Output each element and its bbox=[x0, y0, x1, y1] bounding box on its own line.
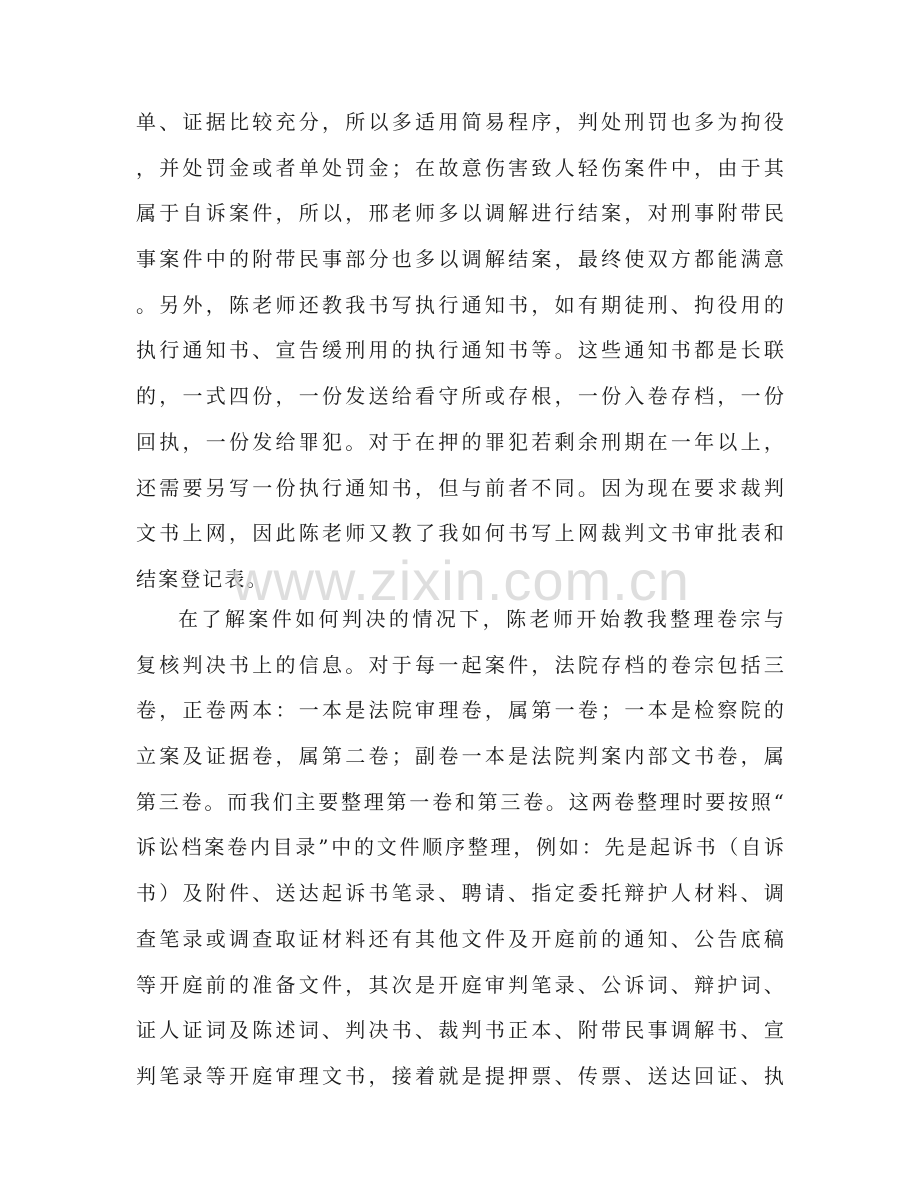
paragraph-2-line-5: 第三卷。而我们主要整理第一卷和第三卷。这两卷整理时要按照“ bbox=[136, 789, 786, 814]
paragraph-1-line-5: 。另外，陈老师还教我书写执行通知书，如有期徒刑、拘役用的 bbox=[136, 292, 786, 317]
paragraph-2-line-4: 立案及证据卷，属第二卷；副卷一本是法院判案内部文书卷，属 bbox=[136, 744, 786, 769]
paragraph-2 bbox=[136, 597, 786, 1100]
paragraph-1-line-10: 文书上网，因此陈老师又教了我如何书写上网裁判文书审批表和 bbox=[136, 521, 786, 546]
watermark: www.zixin.com.cn bbox=[232, 549, 690, 612]
paragraph-1-line-3: 属于自诉案件，所以，邢老师多以调解进行结案，对刑事附带民 bbox=[136, 201, 786, 226]
paragraph-2-line-6: 诉讼档案卷内目录”中的文件顺序整理，例如：先是起诉书（自诉 bbox=[136, 835, 786, 860]
paragraph-1-line-2: ，并处罚金或者单处罚金；在故意伤害致人轻伤案件中，由于其 bbox=[136, 155, 786, 180]
paragraph-2-line-9: 等开庭前的准备文件，其次是开庭审判笔录、公诉词、辩护词、 bbox=[136, 972, 786, 997]
paragraph-2-line-1: 在了解案件如何判决的情况下，陈老师开始教我整理卷宗与 bbox=[178, 607, 786, 631]
paragraph-2-line-2: 复核判决书上的信息。对于每一起案件，法院存档的卷宗包括三 bbox=[136, 652, 786, 677]
paragraph-2-line-3: 卷，正卷两本：一本是法院审理卷，属第一卷；一本是检察院的 bbox=[136, 698, 786, 723]
paragraph-2-line-11: 判笔录等开庭审理文书，接着就是提押票、传票、送达回证、执 bbox=[136, 1063, 786, 1088]
paragraph-2-line-7: 书）及附件、送达起诉书笔录、聘请、指定委托辩护人材料、调 bbox=[136, 881, 786, 906]
paragraph-2-line-8: 查笔录或调查取证材料还有其他文件及开庭前的通知、公告底稿 bbox=[136, 926, 786, 951]
paragraph-1-line-8: 回执，一份发给罪犯。对于在押的罪犯若剩余刑期在一年以上， bbox=[136, 429, 786, 454]
paragraph-1-line-4: 事案件中的附带民事部分也多以调解结案，最终使双方都能满意 bbox=[136, 247, 786, 272]
paragraph-1-line-11: 结案登记表。 bbox=[136, 566, 269, 591]
paragraph-2-line-10: 证人证词及陈述词、判决书、裁判书正本、附带民事调解书、宣 bbox=[136, 1018, 786, 1043]
paragraph-1-line-1: 单、证据比较充分，所以多适用简易程序，判处刑罚也多为拘役 bbox=[136, 110, 786, 134]
paragraph-1-line-7: 的，一式四份，一份发送给看守所或存根，一份入卷存档，一份 bbox=[136, 384, 786, 409]
paragraph-1 bbox=[136, 100, 786, 603]
paragraph-1-line-6: 执行通知书、宣告缓刑用的执行通知书等。这些通知书都是长联 bbox=[136, 338, 786, 363]
paragraph-1-line-9: 还需要另写一份执行通知书，但与前者不同。因为现在要求裁判 bbox=[136, 475, 786, 500]
